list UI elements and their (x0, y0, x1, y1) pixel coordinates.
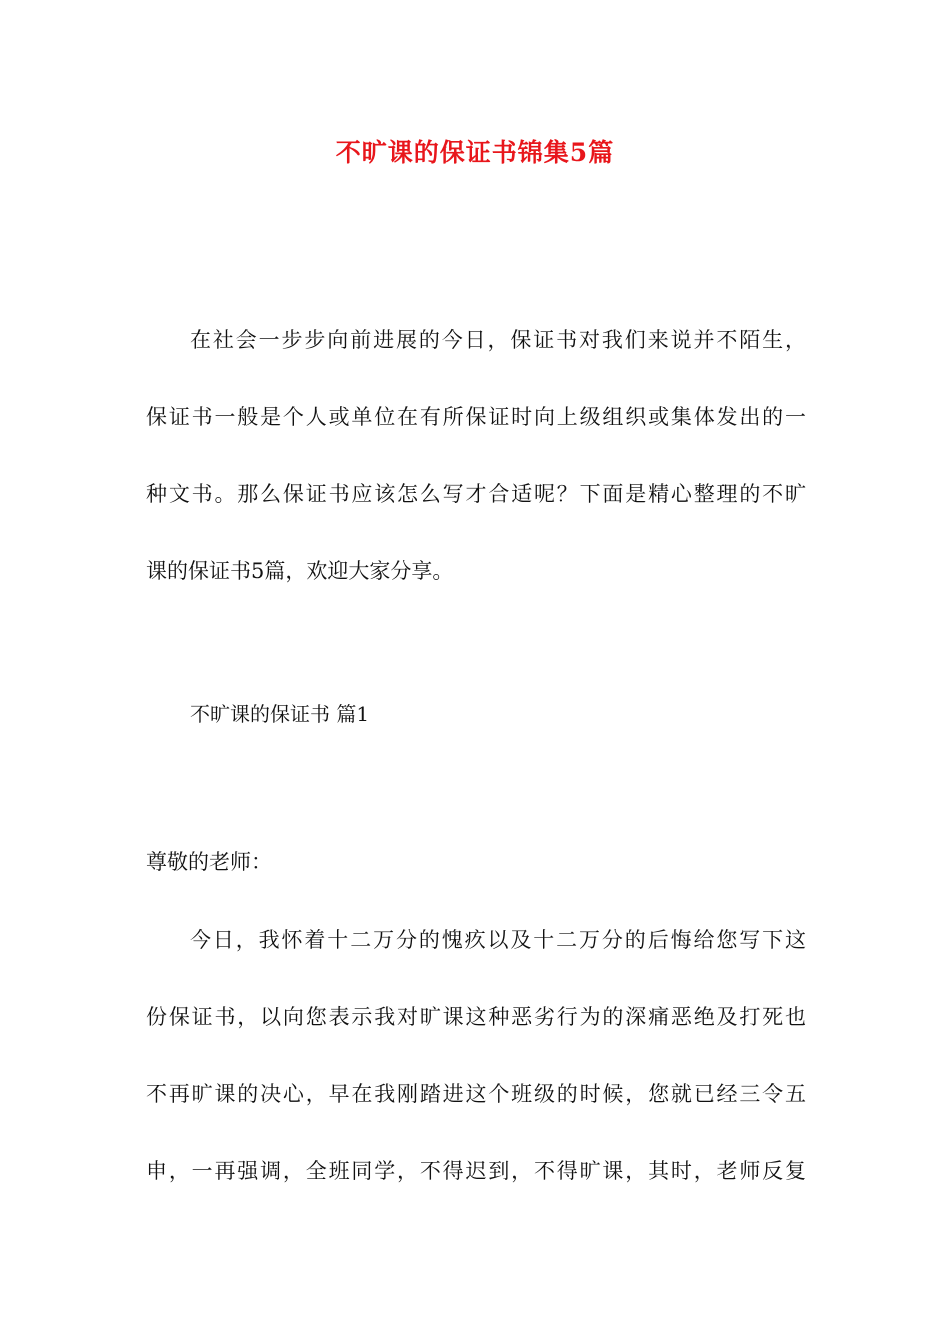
document-title: 不旷课的保证书锦集5篇 (335, 138, 615, 167)
intro-line: 在社会一步步向前进展的今日，保证书对我们来说并不陌生， (190, 328, 806, 352)
body-line: 不再旷课的决心，早在我刚踏进这个班级的时候，您就已经三令五 (146, 1082, 806, 1106)
intro-line: 保证书一般是个人或单位在有所保证时向上级组织或集体发出的一 (146, 405, 806, 429)
intro-paragraph (146, 302, 806, 610)
intro-line: 课的保证书5篇，欢迎大家分享。 (146, 559, 454, 583)
section-heading: 不旷课的保证书 篇1 (190, 702, 370, 726)
salutation: 尊敬的老师： (146, 850, 272, 874)
body-paragraph (146, 902, 806, 1210)
body-line: 今日，我怀着十二万分的愧疚以及十二万分的后悔给您写下这 (190, 928, 806, 952)
body-line: 申，一再强调，全班同学，不得迟到，不得旷课，其时，老师反复 (146, 1159, 806, 1183)
intro-line: 种文书。那么保证书应该怎么写才合适呢？下面是精心整理的不旷 (146, 482, 806, 506)
body-line: 份保证书，以向您表示我对旷课这种恶劣行为的深痛恶绝及打死也 (146, 1005, 806, 1029)
